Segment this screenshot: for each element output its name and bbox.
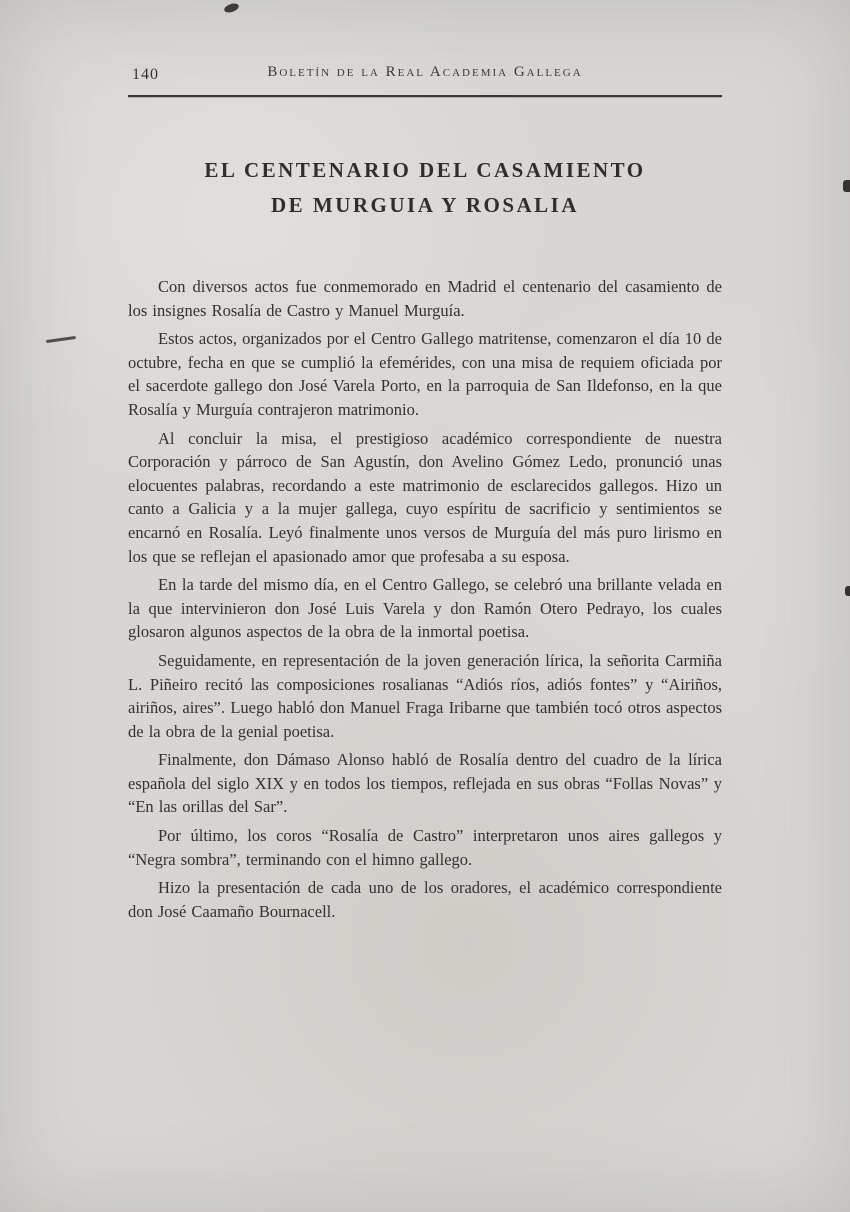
paragraph-3: Al concluir la misa, el prestigioso académico correspondiente de nuestra Corporación y párroco de San Agustín, don Avelino Gómez Ledo, pronunció unas elocuentes palabras, recordando a este matrimonio de esclarecidos gallegos. Hizo un canto a Galicia y a la mujer gallega, cuyo espíritu de sacrificio y sentimientos se encarnó en Rosalía. Leyó finalmente unos versos de Murguía del más puro lirismo en los que se reflejan el apasionado amor que profesaba a su esposa.	[128, 428, 722, 566]
article-title	[128, 153, 722, 223]
paragraph-6: Finalmente, don Dámaso Alonso habló de Rosalía dentro del cuadro de la lírica española del siglo XIX y en todos los tiempos, reflejada en sus obras “Follas Novas” y “En las orillas del Sar”.	[128, 750, 722, 817]
article-title-line1: EL CENTENARIO DEL CASAMIENTO	[204, 158, 646, 182]
paragraph-4: En la tarde del mismo día, en el Centro Gallego, se celebró una brillante velada en la que intervinieron don José Luis Varela y don Ramón Otero Pedrayo, los cuales glosaron algunos aspectos de la obra de la inmortal poetisa.	[128, 575, 722, 642]
page-number: 140	[132, 66, 159, 83]
header-rule	[128, 95, 722, 97]
page-header	[128, 64, 722, 88]
paragraph-5: Seguidamente, en representación de la joven generación lírica, la señorita Carmiña L. Piñeiro recitó las composiciones rosalianas “Adiós ríos, adiós fontes” y “Airiños, airiños, aires”. Luego habló don Manuel Fraga Iribarne que también tocó otros aspectos de la obra de la genial poetisa.	[128, 650, 722, 741]
article-title-line2: DE MURGUIA Y ROSALIA	[270, 193, 580, 217]
article	[128, 153, 722, 923]
paragraph-2: Estos actos, organizados por el Centro Gallego matritense, comenzaron el día 10 de octubre, fecha en que se cumplió la efemérides, con una misa de requiem oficiada por el sacerdote gallego don José Varela Porto, en la parroquia de San Ildefonso, en la que Rosalía y Murguía contrajeron matrimonio.	[128, 329, 722, 419]
paragraph-1: Con diversos actos fue conmemorado en Madrid el centenario del casamiento de los insignes Rosalía de Castro y Manuel Murguía.	[128, 277, 722, 320]
scan-speck-top	[223, 2, 240, 14]
scan-speck-right-edge-upper	[843, 180, 850, 192]
scan-speck-right-edge-lower	[845, 586, 850, 596]
paragraph-7: Por último, los coros “Rosalía de Castro” interpretaron unos aires gallegos y “Negra sombra”, terminando con el himno gallego.	[128, 826, 722, 869]
article-body	[128, 275, 722, 923]
journal-title: Boletín de la Real Academia Gallega	[267, 64, 583, 80]
page-content	[128, 64, 722, 928]
margin-pen-mark	[46, 336, 76, 343]
paragraph-8: Hizo la presentación de cada uno de los oradores, el académico correspondiente don José Caamaño Bournacell.	[128, 878, 722, 921]
